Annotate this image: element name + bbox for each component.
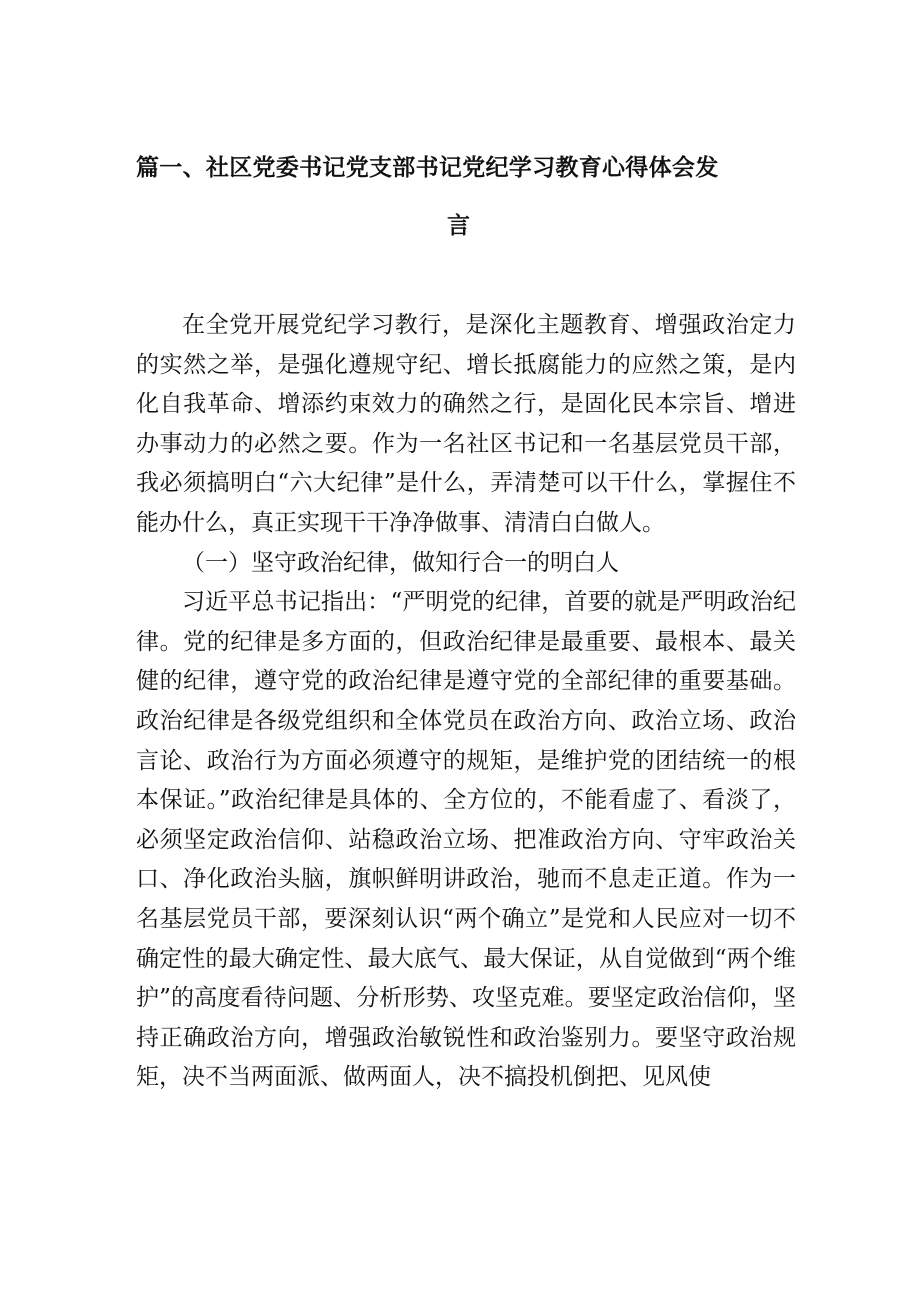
document-title-line-2: 言 — [447, 213, 470, 239]
body-paragraph-intro: 在全党开展党纪学习教行，是深化主题教育、增强政治定力的实然之举，是强化遵规守纪、增长抵腐能力的应然之策，是内化自我革命、增添约束效力的确然之行，是固化民本宗旨、增进办事动力的必然之要。作为一名社区书记和一名基层党员干部，我必须搞明白“六大纪律”是什么，弄清楚可以干什么，掌握住不能办什么，真正实现干干净净做事、清清白白做人。 — [136, 312, 796, 536]
document-title-line-1: 篇一、社区党委书记党支部书记党纪学习教育心得体会发 — [136, 155, 719, 181]
section-heading-political-discipline: （一）坚守政治纪律，做知行合一的明白人 — [182, 549, 619, 576]
document-body — [136, 306, 796, 1098]
body-paragraph-political-discipline: 习近平总书记指出：“严明党的纪律，首要的就是严明政治纪律。党的纪律是多方面的，但政治纪律是最重要、最根本、最关健的纪律，遵守党的政治纪律是遵守党的全部纪律的重要基础。政治纪律是各级党组织和全体党员在政治方向、政治立场、政治言论、政治行为方面必须遵守的规矩，是维护党的团结统一的根本保证。”政治纪律是具体的、全方位的，不能看虚了、看淡了，必须坚定政治信仰、站稳政治立场、把准政治方向、守牢政治关口、净化政治头脑，旗帜鲜明讲政治，驰而不息走正道。作为一名基层党员干部，要深刻认识“两个确立”是党和人民应对一切不确定性的最大确定性、最大底气、最大保证，从自觉做到“两个维护”的高度看待问题、分析形势、攻坚克难。要坚定政治信仰，坚持正确政治方向，增强政治敏锐性和政治鉴别力。要坚守政治规矩，决不当两面派、做两面人，决不搞投机倒把、见风使 — [136, 589, 796, 1091]
